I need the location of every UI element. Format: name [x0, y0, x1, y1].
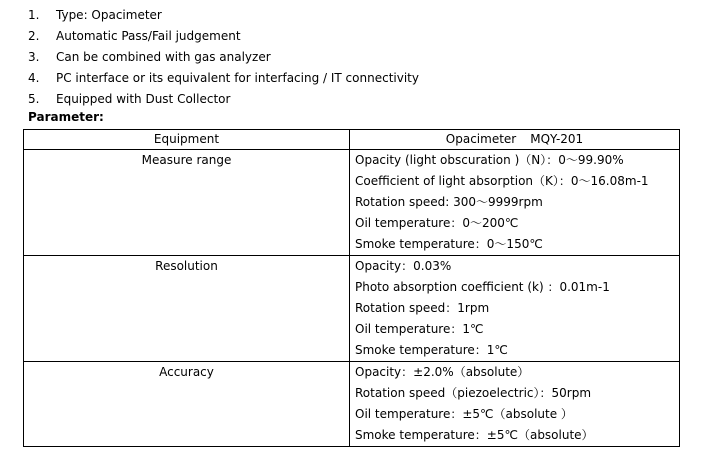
feature-text: Can be combined with gas analyzer: [56, 50, 271, 64]
feature-item: [28, 47, 419, 68]
feature-number: 2.: [28, 29, 40, 43]
header-model-code: MQY-201: [530, 132, 584, 146]
feature-number: 1.: [28, 8, 40, 22]
value-line: Oil temperature：0～200℃: [355, 216, 519, 230]
feature-text: PC interface or its equivalent for interfacing / IT connectivity: [56, 71, 419, 85]
value-line: Opacity (light obscuration )（N）：0～99.90%: [355, 153, 624, 167]
table-header-row: [24, 130, 680, 150]
row-values: [350, 362, 680, 447]
value-line: Smoke temperature：±5℃（absolute）: [355, 428, 594, 442]
parameter-heading: Parameter:: [28, 110, 104, 124]
value-line: Coefficient of light absorption（K）：0～16.08m-1: [355, 174, 649, 188]
value-line: Rotation speed: 300～9999rpm: [355, 195, 543, 209]
row-label-measure-range: Measure range: [24, 150, 350, 256]
value-line: Rotation speed（piezoelectric）：50rpm: [355, 386, 592, 400]
header-model-name: Opacimeter: [445, 132, 517, 146]
feature-number: 3.: [28, 50, 40, 64]
value-line: Opacity：±2.0%（absolute）: [355, 365, 530, 379]
feature-text: Type: Opacimeter: [56, 8, 162, 22]
feature-item: [28, 5, 419, 26]
feature-list: [28, 5, 419, 110]
value-line: Oil temperature：1℃: [355, 322, 484, 336]
header-equipment: Equipment: [24, 130, 350, 150]
value-line: Smoke temperature：1℃: [355, 343, 508, 357]
feature-item: [28, 26, 419, 47]
feature-number: 4.: [28, 71, 40, 85]
row-label-accuracy: Accuracy: [24, 362, 350, 447]
value-line: Rotation speed：1rpm: [355, 301, 490, 315]
value-line: Oil temperature：±5℃（absolute ）: [355, 407, 573, 421]
row-values: [350, 256, 680, 362]
table-row: [24, 150, 680, 256]
table-row: [24, 256, 680, 362]
row-label-resolution: Resolution: [24, 256, 350, 362]
row-values: [350, 150, 680, 256]
value-line: Photo absorption coefficient (k) ：0.01m-1: [355, 280, 610, 294]
header-model: [350, 130, 680, 150]
feature-number: 5.: [28, 92, 40, 106]
value-line: Smoke temperature：0～150℃: [355, 237, 543, 251]
feature-text: Automatic Pass/Fail judgement: [56, 29, 241, 43]
parameter-table: [23, 129, 680, 447]
value-line: Opacity：0.03%: [355, 259, 452, 273]
table-row: [24, 362, 680, 447]
feature-text: Equipped with Dust Collector: [56, 92, 231, 106]
feature-item: [28, 68, 419, 89]
